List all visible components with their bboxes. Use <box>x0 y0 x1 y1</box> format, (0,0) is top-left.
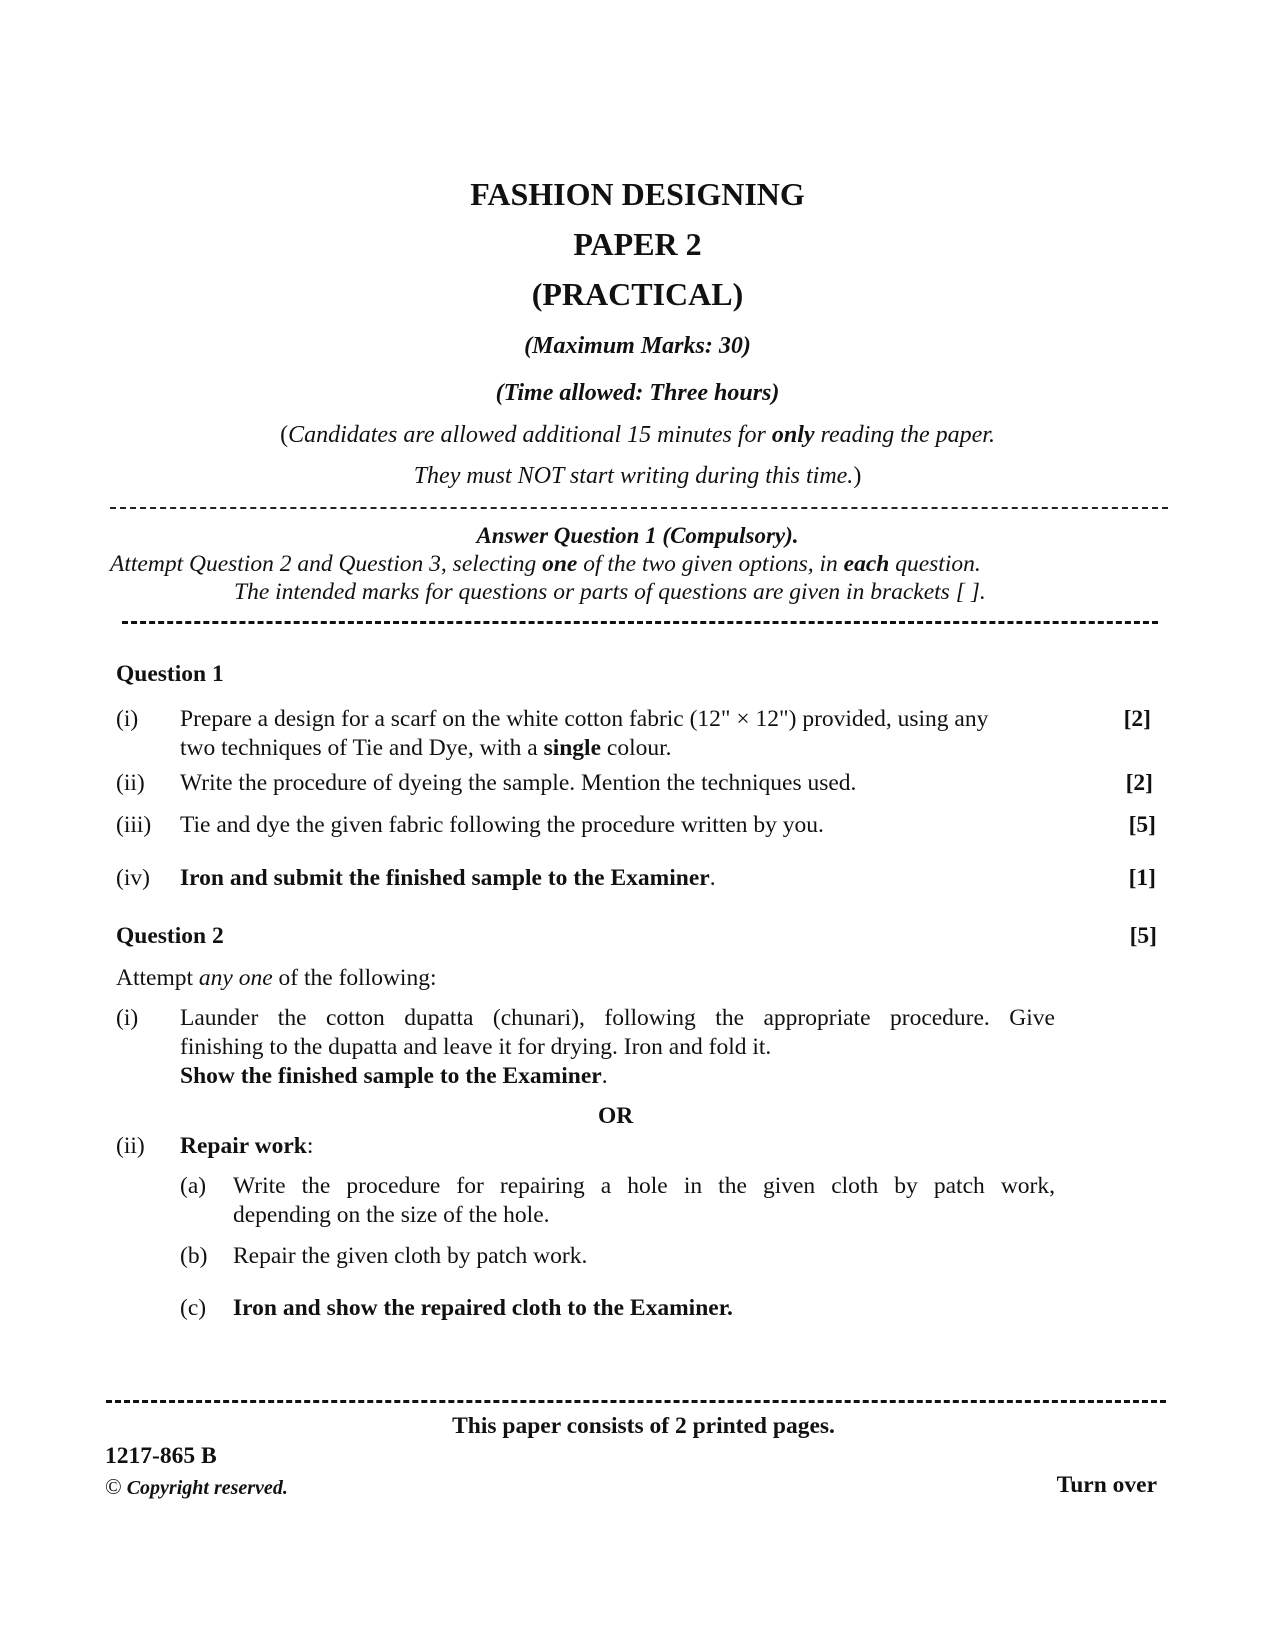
reading-note-2-text: They must NOT start writing during this time. <box>413 463 854 489</box>
reading-note-emphasis: only <box>771 422 815 448</box>
item-label: (iv) <box>116 865 150 891</box>
copyright-notice <box>105 1474 288 1500</box>
item-text-line-2 <box>180 735 672 762</box>
copyright-icon: © <box>105 1474 122 1499</box>
pages-note: This paper consists of 2 printed pages. <box>452 1413 835 1439</box>
or-separator: OR <box>598 1103 634 1129</box>
turn-over-label: Turn over <box>1056 1472 1157 1498</box>
reading-note-text: Candidates are allowed additional 15 minutes for <box>288 422 772 448</box>
text: colour. <box>601 735 672 761</box>
sub-part-text: Iron and show the repaired cloth to the Examiner. <box>233 1295 733 1321</box>
maximum-marks: (Maximum Marks: 30) <box>524 333 751 359</box>
text: : <box>306 1133 314 1159</box>
paper-code: 1217-865 B <box>105 1443 217 1469</box>
question-1-heading: Question 1 <box>116 661 224 687</box>
option-text-line-3 <box>180 1063 608 1090</box>
instruction-compulsory: Answer Question 1 (Compulsory). <box>476 523 799 548</box>
text: . <box>709 865 716 891</box>
paren-open: ( <box>280 422 289 448</box>
marks-badge: [2] <box>1123 706 1151 732</box>
subject-title: FASHION DESIGNING <box>470 176 805 212</box>
item-text: Tie and dye the given fabric following the procedure written by you. <box>180 812 824 838</box>
instruction-text: Attempt Question 2 and Question 3, selecting <box>110 551 543 577</box>
item-text-line-1: Prepare a design for a scarf on the white cotton fabric (12" × 12") provided, using any <box>180 706 989 732</box>
text: of the following: <box>272 965 437 991</box>
divider-instructions <box>122 621 1158 624</box>
time-allowed: (Time allowed: Three hours) <box>495 380 780 406</box>
option-title <box>180 1133 313 1160</box>
option-text-line-1: Launder the cotton dupatta (chunari), following the appropriate procedure. Give <box>180 1005 1055 1031</box>
bold-text: Show the finished sample to the Examiner <box>180 1063 602 1089</box>
option-label: (i) <box>116 1005 139 1031</box>
sub-part-text: Repair the given cloth by patch work. <box>233 1243 588 1269</box>
bold-text: Iron and submit the finished sample to the Examiner <box>180 865 710 891</box>
reading-note-text-end: reading the paper. <box>814 422 995 448</box>
item-text <box>180 865 716 892</box>
instruction-text: of the two given options, in <box>577 551 844 577</box>
paper-type: (PRACTICAL) <box>531 276 744 312</box>
divider-footer <box>106 1400 1166 1403</box>
instruction-attempt <box>110 551 981 578</box>
sub-part-text-line-2: depending on the size of the hole. <box>233 1202 550 1228</box>
marks-badge: [1] <box>1128 865 1156 891</box>
instruction-marks-note: The intended marks for questions or parts of questions are given in brackets [ ]. <box>234 579 986 605</box>
instruction-text: question. <box>889 551 981 577</box>
emphasis-any-one: any one <box>198 965 273 991</box>
bold-text: Repair work <box>180 1133 307 1159</box>
divider-top <box>110 507 1168 509</box>
question-2-intro <box>116 965 436 992</box>
paper-number: PAPER 2 <box>573 226 702 262</box>
question-2-heading: Question 2 <box>116 923 224 949</box>
sub-part-text-line-1: Write the procedure for repairing a hole in the given cloth by patch work, <box>233 1173 1055 1199</box>
text: . <box>601 1063 608 1089</box>
text: two techniques of Tie and Dye, with a <box>180 735 544 761</box>
marks-badge: [5] <box>1128 812 1156 838</box>
item-text: Write the procedure of dyeing the sample. Mention the techniques used. <box>180 770 857 796</box>
reading-note-line-2 <box>0 463 1275 490</box>
marks-badge: [2] <box>1125 770 1153 796</box>
emphasis-single: single <box>543 735 602 761</box>
item-label: (iii) <box>116 812 152 838</box>
instruction-emphasis-each: each <box>843 551 890 577</box>
sub-part-label: (c) <box>180 1295 207 1321</box>
sub-part-label: (a) <box>180 1173 207 1199</box>
sub-part-label: (b) <box>180 1243 208 1269</box>
instruction-emphasis-one: one <box>542 551 578 577</box>
question-2-marks: [5] <box>1129 923 1157 949</box>
item-label: (i) <box>116 706 139 732</box>
copyright-text: Copyright reserved. <box>121 1477 288 1499</box>
text: Attempt <box>116 965 199 991</box>
reading-note-line-1 <box>0 422 1275 449</box>
option-text-line-2: finishing to the dupatta and leave it for drying. Iron and fold it. <box>180 1034 772 1060</box>
option-label: (ii) <box>116 1133 145 1159</box>
item-label: (ii) <box>116 770 145 796</box>
paren-close: ) <box>853 463 862 489</box>
